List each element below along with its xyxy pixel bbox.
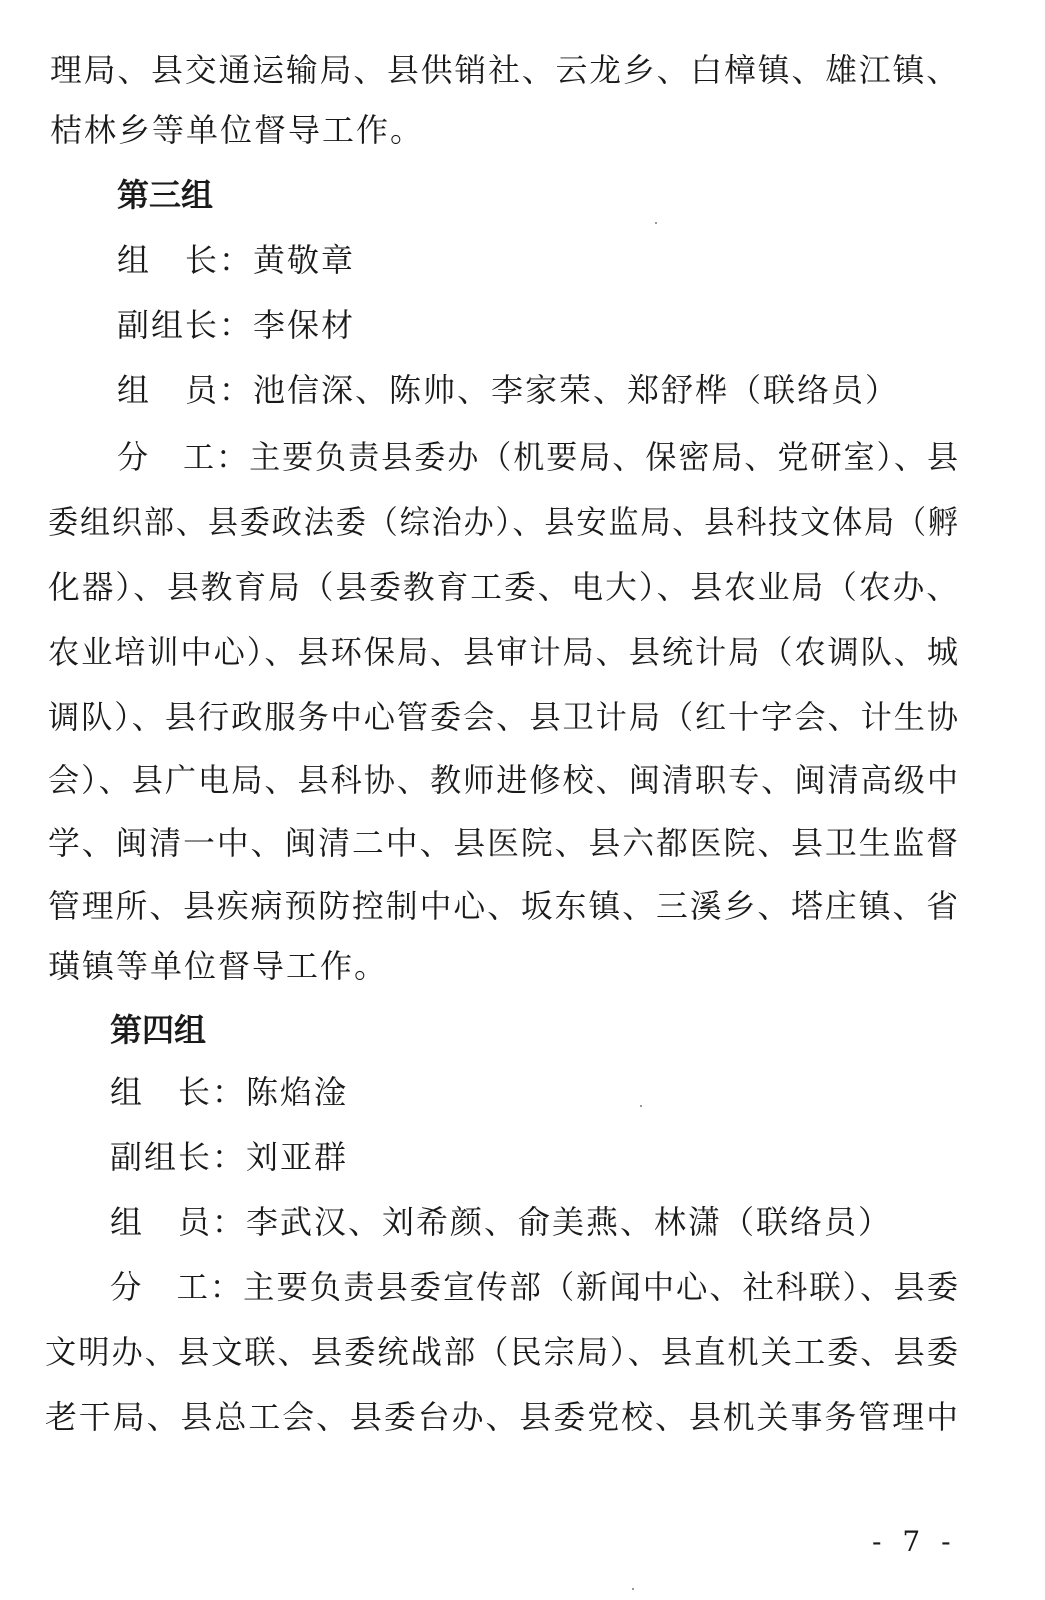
body-line: 桔林乡等单位督导工作。 xyxy=(50,111,425,149)
deputy-group-leader: 副组长：李保材 xyxy=(117,306,356,344)
group-heading: 第三组 xyxy=(117,176,214,214)
body-line: 璜镇等单位督导工作。 xyxy=(48,947,389,985)
body-line: 文明办、县文联、县委统战部（民宗局）、县直机关工委、县委 xyxy=(45,1333,961,1371)
body-line: 委组织部、县委政法委（综治办）、县安监局、县科技文体局（孵 xyxy=(48,503,961,541)
division-of-work: 分 工：主要负责县委宣传部（新闻中心、社科联）、县委 xyxy=(110,1268,961,1306)
body-line: 农业培训中心）、县环保局、县审计局、县统计局（农调队、城 xyxy=(48,633,961,671)
body-line: 化器）、县教育局（县委教育工委、电大）、县农业局（农办、 xyxy=(48,568,961,606)
body-line: 老干局、县总工会、县委台办、县委党校、县机关事务管理中 xyxy=(45,1398,960,1436)
group-members: 组 员：李武汉、刘希颜、俞美燕、林潇（联络员） xyxy=(110,1203,893,1241)
body-line: 管理所、县疾病预防控制中心、坂东镇、三溪乡、塔庄镇、省 xyxy=(48,887,961,925)
scan-speck xyxy=(632,1588,634,1590)
division-of-work: 分 工：主要负责县委办（机要局、保密局、党研室）、县 xyxy=(117,438,961,476)
group-members: 组 员：池信深、陈帅、李家荣、郑舒桦（联络员） xyxy=(117,371,900,409)
deputy-group-leader: 副组长：刘亚群 xyxy=(110,1138,349,1176)
page-number: - 7 - xyxy=(872,1525,957,1558)
scan-speck xyxy=(655,222,657,224)
body-line: 学、闽清一中、闽清二中、县医院、县六都医院、县卫生监督 xyxy=(48,824,961,862)
group-heading: 第四组 xyxy=(110,1011,207,1049)
group-leader: 组 长：黄敬章 xyxy=(117,241,356,279)
body-line: 会）、县广电局、县科协、教师进修校、闽清职专、闽清高级中 xyxy=(48,761,961,799)
body-line: 调队）、县行政服务中心管委会、县卫计局（红十字会、计生协 xyxy=(48,698,961,736)
group-leader: 组 长：陈焰淦 xyxy=(110,1073,349,1111)
scan-speck xyxy=(640,1105,642,1107)
body-line: 理局、县交通运输局、县供销社、云龙乡、白樟镇、雄江镇、 xyxy=(50,51,961,89)
